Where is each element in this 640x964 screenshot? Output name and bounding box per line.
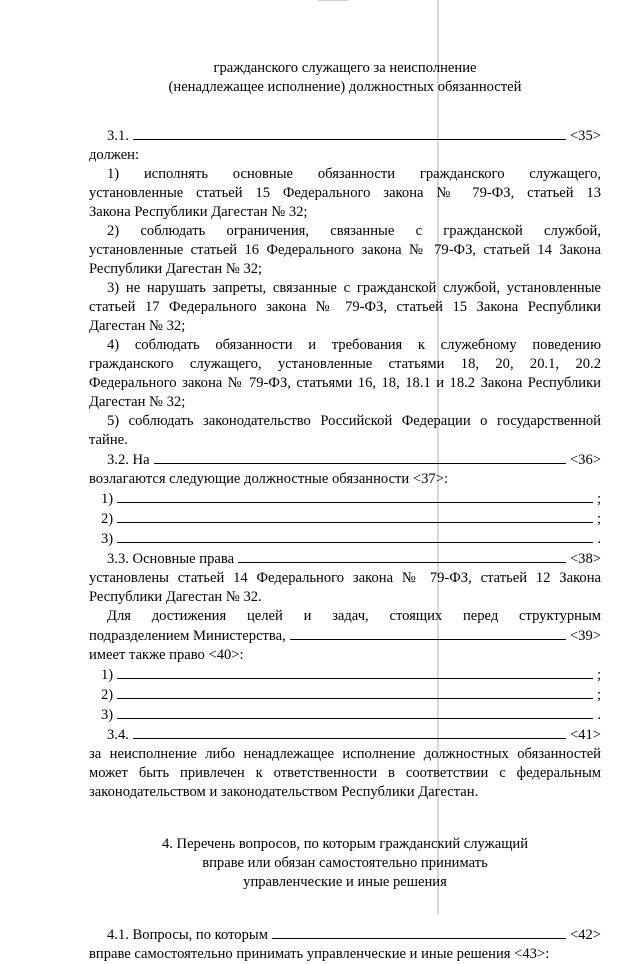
section-3-4-line: [89, 725, 601, 745]
section-3-4-line-1: за неисполнение либо ненадлежащее исполнение должностных обязанностей: [89, 746, 601, 762]
item-1-line-2: установленные статьей 15 Федерального закона № 79-ФЗ, статьей 13: [89, 185, 601, 201]
item-4-line-1: 4) соблюдать обязанности и требования к служебному поведению: [107, 337, 601, 353]
section-3-1-line: [89, 126, 601, 146]
duty-item-2: [89, 509, 601, 529]
section-3-2-lead: 3.2. На: [107, 452, 150, 468]
section-3-2-text: возлагаются следующие должностные обязанности <37>:: [89, 471, 449, 487]
section-3-3-para-1: Для достижения целей и задач, стоящих перед структурным: [107, 608, 601, 624]
duty-item-1: [89, 489, 601, 509]
right-item-1-end: ;: [596, 667, 601, 683]
right-item-2-end: ;: [596, 687, 601, 703]
duty-item-3-number: 3): [101, 531, 114, 547]
section-3-1-number: 3.1.: [107, 128, 129, 144]
item-5-line-2: тайне.: [89, 432, 128, 448]
right-blank-1[interactable]: [117, 665, 593, 679]
section-4-1-text: вправе самостоятельно принимать управленческие и иные решения <43>:: [89, 946, 550, 962]
item-3-line-1: 3) не нарушать запреты, связанные с гражданской службой, установленные: [107, 280, 601, 296]
item-5-line-1: 5) соблюдать законодательство Российской Федерации о государственной: [107, 413, 601, 429]
right-blank-2[interactable]: [117, 685, 593, 699]
blank-field-41[interactable]: [133, 725, 566, 739]
right-item-3-end: .: [597, 707, 601, 723]
section-4-title-1: 4. Перечень вопросов, по которым гражданский служащий: [161, 836, 529, 852]
section-3-3-lead: 3.3. Основные права: [107, 551, 235, 567]
item-1-line-1: 1) исполнять основные обязанности гражданского служащего,: [107, 166, 601, 182]
item-1-line-3: Закона Республики Дагестан № 32;: [89, 204, 308, 220]
right-item-1-number: 1): [101, 667, 114, 683]
scan-mark: [318, 0, 348, 4]
right-item-3-number: 3): [101, 707, 114, 723]
item-2-line-3: Республики Дагестан № 32;: [89, 261, 263, 277]
blank-field-39[interactable]: [290, 626, 566, 640]
section-3-3-para-2-lead: подразделением Министерства,: [89, 628, 286, 644]
right-item-1: [89, 665, 601, 685]
right-blank-3[interactable]: [117, 705, 593, 719]
section-3-2-line: [89, 450, 601, 470]
duty-item-3: [89, 529, 601, 549]
section-3-4-number: 3.4.: [107, 727, 129, 743]
item-3-line-3: Дагестан № 32;: [89, 318, 186, 334]
duty-item-3-end: .: [597, 531, 601, 547]
duty-item-1-end: ;: [596, 491, 601, 507]
section-3-4-line-3: законодательством и законодательством Республики Дагестан.: [89, 784, 479, 800]
blank-field-35[interactable]: [133, 126, 566, 140]
item-4-line-3: Федерального закона № 79-ФЗ, статьями 16, 18, 18.1 и 18.2 Закона Республики: [89, 375, 601, 391]
footnote-ref-42: <42>: [569, 927, 601, 943]
section-4-title-3: управленческие и иные решения: [243, 874, 447, 890]
section-3-3-para-3: имеет также право <40>:: [89, 647, 244, 663]
section-4-title-2: вправе или обязан самостоятельно принимать: [202, 855, 488, 871]
item-3-line-2: статьей 17 Федерального закона № 79-ФЗ, статьей 15 Закона Республики: [89, 299, 601, 315]
duty-item-2-number: 2): [101, 511, 114, 527]
footnote-ref-36: <36>: [569, 452, 601, 468]
duty-item-2-end: ;: [596, 511, 601, 527]
footnote-ref-39: <39>: [569, 628, 601, 644]
blank-field-42[interactable]: [272, 925, 566, 939]
duty-blank-1[interactable]: [117, 489, 593, 503]
right-item-3: [89, 705, 601, 725]
footnote-ref-35: <35>: [569, 128, 601, 144]
section-4-1-line: [89, 925, 601, 945]
footnote-ref-38: <38>: [569, 551, 601, 567]
document-body: [89, 59, 601, 964]
header-line-1: гражданского служащего за неисполнение: [213, 60, 477, 76]
item-2-line-2: установленные статьей 16 Федерального закона № 79-ФЗ, статьей 14 Закона: [89, 242, 601, 258]
header-line-2: (ненадлежащее исполнение) должностных обязанностей: [168, 79, 522, 95]
blank-field-36[interactable]: [154, 450, 566, 464]
right-item-2-number: 2): [101, 687, 114, 703]
right-item-2: [89, 685, 601, 705]
item-4-line-2: гражданского служащего, установленные статьями 18, 20, 20.1, 20.2: [89, 356, 601, 372]
section-3-3-line-1: установлены статьей 14 Федерального закона № 79-ФЗ, статьей 12 Закона: [89, 570, 601, 586]
section-3-4-line-2: может быть привлечен к ответственности в соответствии с федеральным: [89, 765, 601, 781]
section-4-1-lead: 4.1. Вопросы, по которым: [107, 927, 268, 943]
duty-blank-2[interactable]: [117, 509, 593, 523]
duty-item-1-number: 1): [101, 491, 114, 507]
section-3-1-must: должен:: [89, 147, 140, 163]
blank-field-38[interactable]: [238, 549, 566, 563]
item-2-line-1: 2) соблюдать ограничения, связанные с гражданской службой,: [107, 223, 601, 239]
item-4-line-4: Дагестан № 32;: [89, 394, 186, 410]
section-3-3-line-2: Республики Дагестан № 32.: [89, 589, 262, 605]
duty-blank-3[interactable]: [117, 529, 593, 543]
footnote-ref-41: <41>: [569, 727, 601, 743]
section-3-3-para-2: [89, 626, 601, 646]
section-3-3-line: [89, 549, 601, 569]
